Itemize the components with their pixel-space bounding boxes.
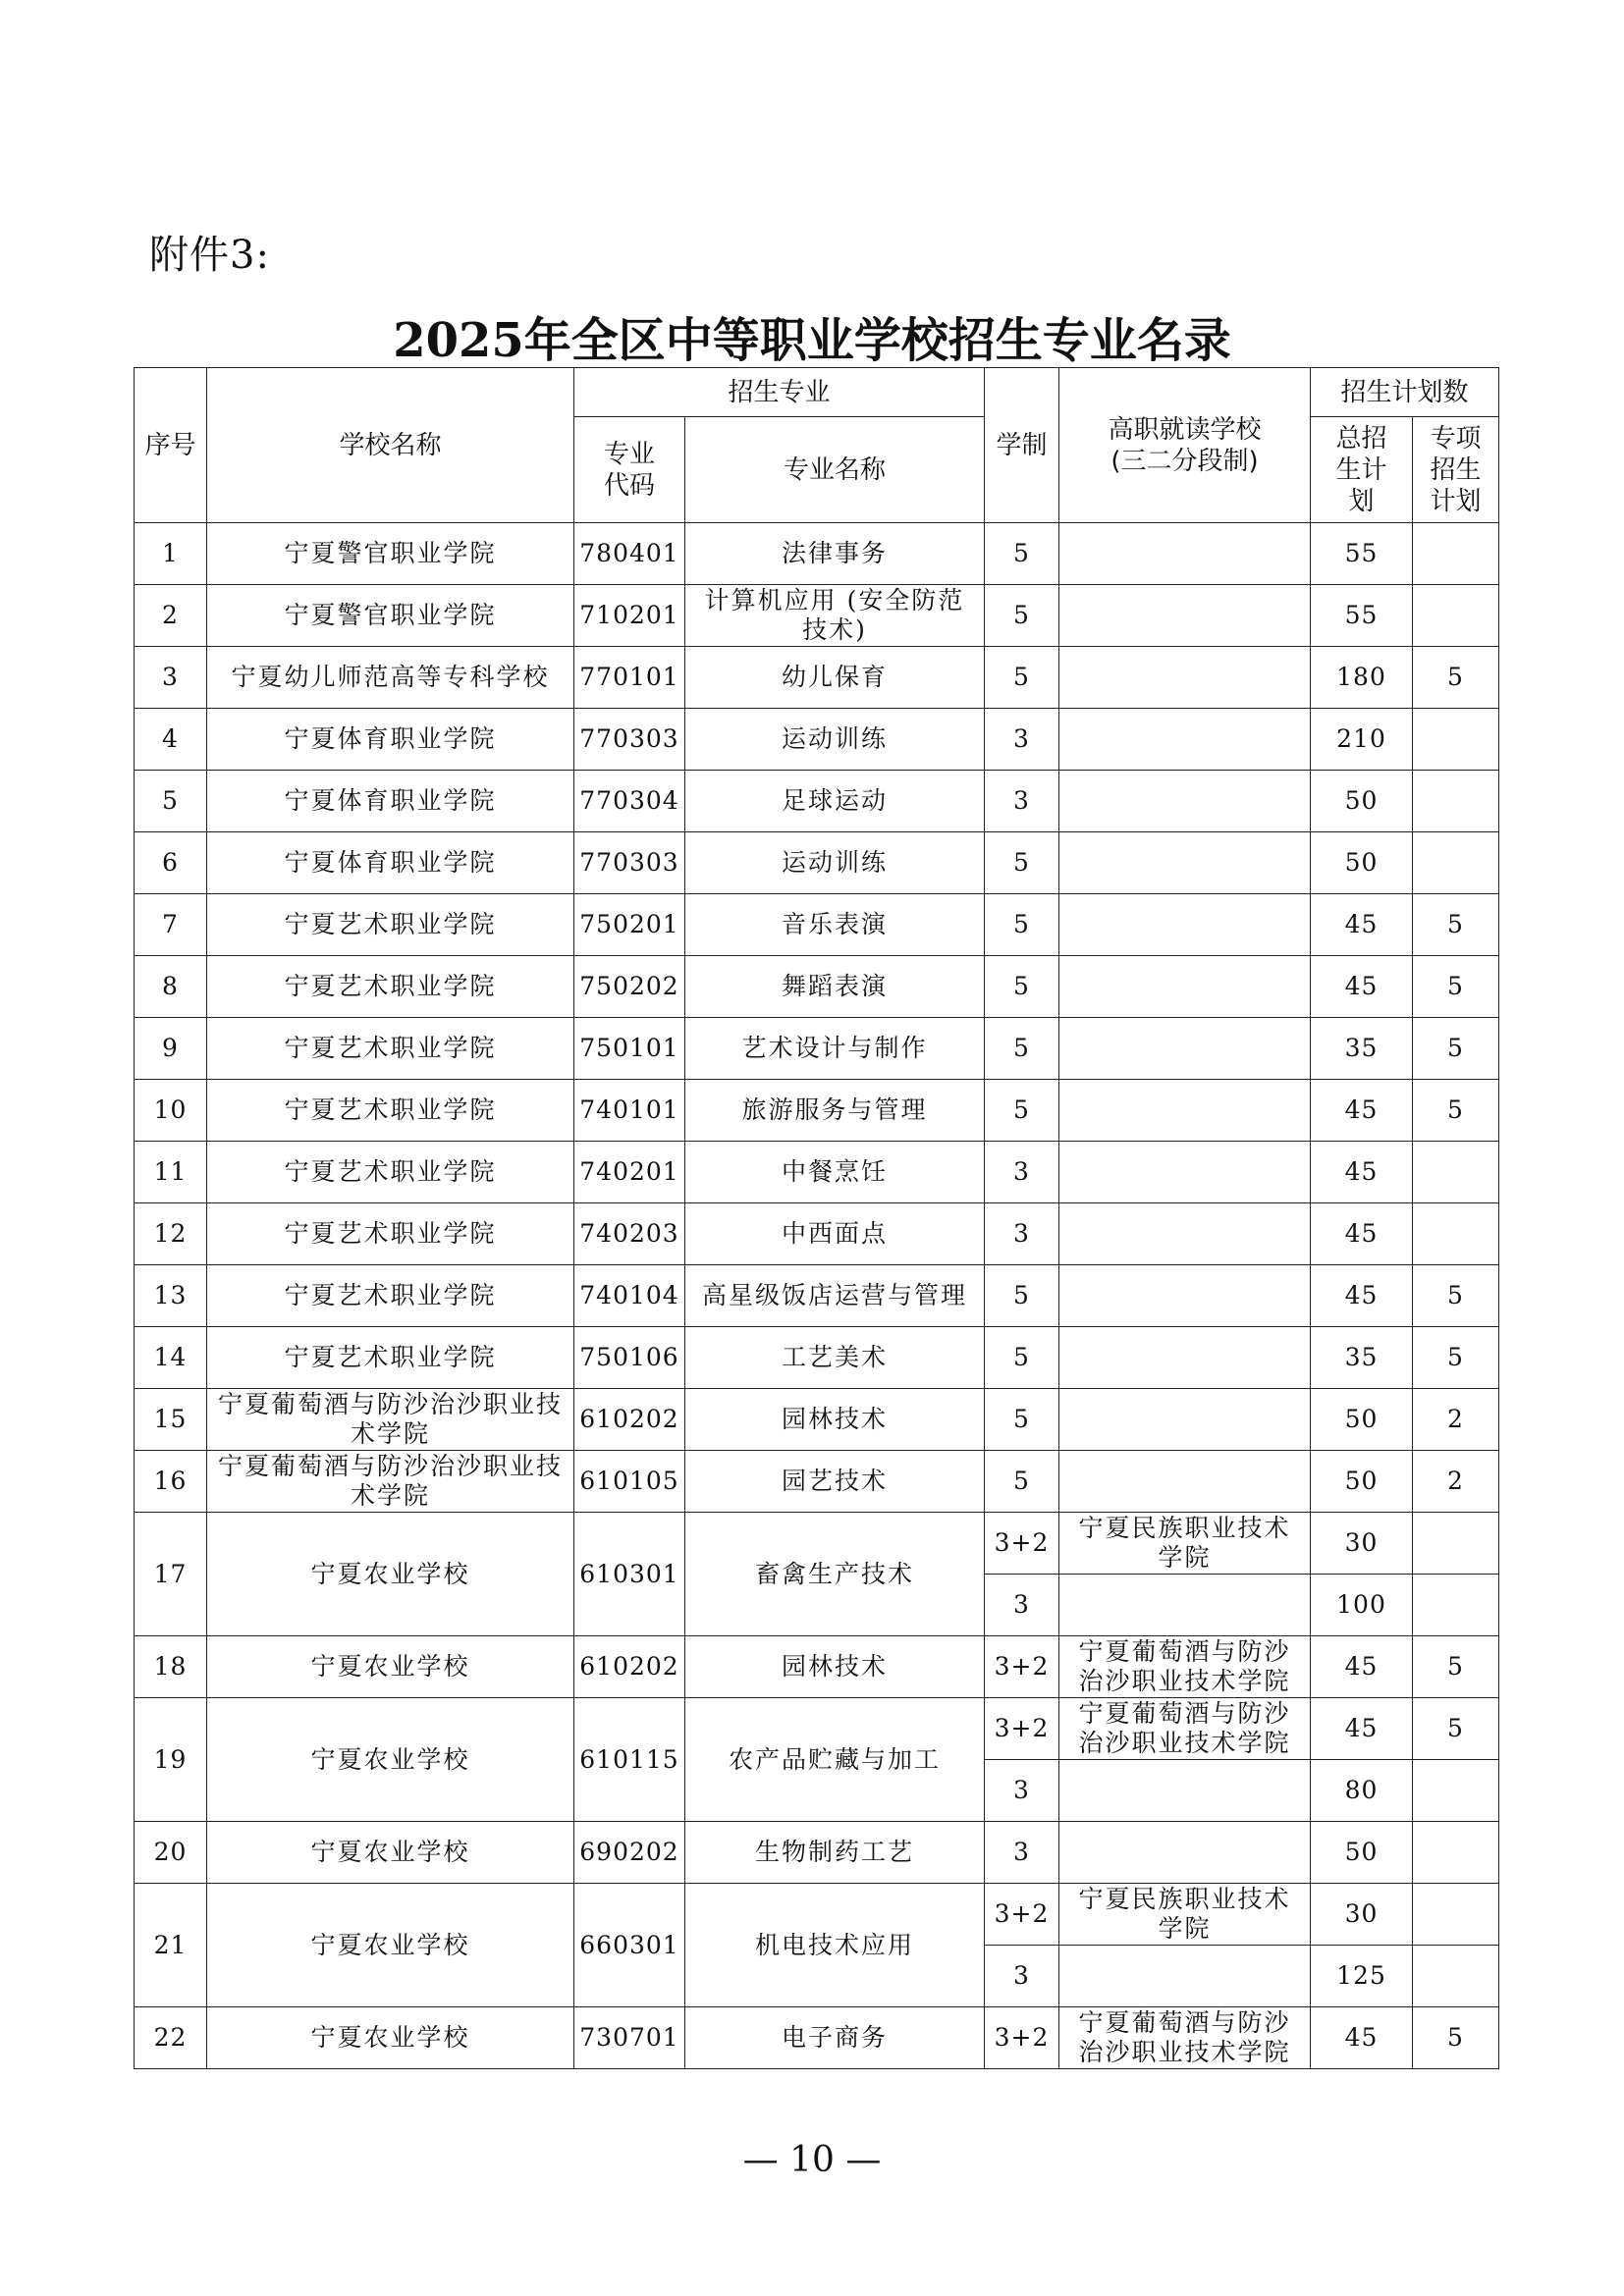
duration: 3 — [985, 1203, 1059, 1265]
total-plan: 45 — [1311, 2007, 1413, 2069]
major-name: 农产品贮藏与加工 — [685, 1698, 985, 1822]
duration: 5 — [985, 894, 1059, 956]
page-number: — 10 — — [742, 2140, 882, 2180]
school-name: 宁夏艺术职业学院 — [207, 1327, 574, 1389]
duration: 3+2 — [985, 1513, 1059, 1575]
total-plan: 50 — [1311, 1389, 1413, 1451]
row-number: 19 — [135, 1698, 207, 1822]
major-code: 610202 — [574, 1389, 685, 1451]
header-seq: 序号 — [135, 368, 207, 523]
special-plan: 5 — [1413, 647, 1499, 709]
duration: 5 — [985, 647, 1059, 709]
duration: 5 — [985, 1327, 1059, 1389]
major-code: 740201 — [574, 1142, 685, 1203]
major-code: 770101 — [574, 647, 685, 709]
higher-school — [1059, 956, 1311, 1018]
special-plan: 5 — [1413, 1265, 1499, 1327]
header-plan-group: 招生计划数 — [1311, 368, 1499, 417]
higher-school — [1059, 1327, 1311, 1389]
duration: 3 — [985, 709, 1059, 771]
school-name: 宁夏艺术职业学院 — [207, 1265, 574, 1327]
school-name: 宁夏农业学校 — [207, 1636, 574, 1698]
enrollment-table — [134, 367, 1499, 2069]
total-plan: 30 — [1311, 1884, 1413, 1946]
duration: 5 — [985, 1389, 1059, 1451]
table-row — [135, 956, 1499, 1018]
duration: 5 — [985, 523, 1059, 585]
special-plan — [1413, 585, 1499, 647]
row-number: 7 — [135, 894, 207, 956]
table-row — [135, 709, 1499, 771]
special-plan: 5 — [1413, 1080, 1499, 1142]
table-row — [135, 1451, 1499, 1513]
row-number: 15 — [135, 1389, 207, 1451]
major-name: 足球运动 — [685, 771, 985, 832]
major-name: 园艺技术 — [685, 1451, 985, 1513]
duration: 3 — [985, 1822, 1059, 1884]
special-plan — [1413, 709, 1499, 771]
row-number: 8 — [135, 956, 207, 1018]
school-name: 宁夏体育职业学院 — [207, 832, 574, 894]
special-plan — [1413, 1575, 1499, 1636]
total-plan: 210 — [1311, 709, 1413, 771]
table-row — [135, 2007, 1499, 2069]
attachment-label: 附件3: — [149, 233, 270, 278]
total-plan: 50 — [1311, 832, 1413, 894]
major-code: 730701 — [574, 2007, 685, 2069]
duration: 3 — [985, 1142, 1059, 1203]
table-row — [135, 1203, 1499, 1265]
major-name: 计算机应用 (安全防范技术) — [685, 585, 985, 647]
school-name: 宁夏农业学校 — [207, 1884, 574, 2007]
special-plan: 5 — [1413, 1636, 1499, 1698]
special-plan — [1413, 523, 1499, 585]
special-plan — [1413, 1884, 1499, 1946]
major-name: 旅游服务与管理 — [685, 1080, 985, 1142]
special-plan: 5 — [1413, 956, 1499, 1018]
special-plan: 5 — [1413, 2007, 1499, 2069]
major-code: 780401 — [574, 523, 685, 585]
table-body — [135, 523, 1499, 2069]
higher-school: 宁夏民族职业技术学院 — [1059, 1884, 1311, 1946]
major-code: 750101 — [574, 1018, 685, 1080]
higher-school — [1059, 1142, 1311, 1203]
row-number: 6 — [135, 832, 207, 894]
total-plan: 45 — [1311, 1080, 1413, 1142]
special-plan — [1413, 1203, 1499, 1265]
table-row — [135, 1822, 1499, 1884]
table-row — [135, 1389, 1499, 1451]
header-duration: 学制 — [985, 368, 1059, 523]
higher-school: 宁夏民族职业技术学院 — [1059, 1513, 1311, 1575]
row-number: 4 — [135, 709, 207, 771]
header-total-plan: 总招生计划 — [1311, 417, 1413, 523]
duration: 5 — [985, 832, 1059, 894]
major-code: 710201 — [574, 585, 685, 647]
row-number: 12 — [135, 1203, 207, 1265]
total-plan: 45 — [1311, 1698, 1413, 1760]
major-code: 750106 — [574, 1327, 685, 1389]
special-plan — [1413, 832, 1499, 894]
special-plan — [1413, 1513, 1499, 1575]
row-number: 20 — [135, 1822, 207, 1884]
higher-school — [1059, 1080, 1311, 1142]
school-name: 宁夏体育职业学院 — [207, 771, 574, 832]
header-major-group: 招生专业 — [574, 368, 985, 417]
row-number: 2 — [135, 585, 207, 647]
table-row — [135, 894, 1499, 956]
major-name: 园林技术 — [685, 1636, 985, 1698]
row-number: 5 — [135, 771, 207, 832]
row-number: 9 — [135, 1018, 207, 1080]
total-plan: 45 — [1311, 1203, 1413, 1265]
special-plan: 2 — [1413, 1389, 1499, 1451]
higher-school — [1059, 709, 1311, 771]
table-row — [135, 1142, 1499, 1203]
major-code: 750201 — [574, 894, 685, 956]
table-row — [135, 1636, 1499, 1698]
special-plan: 5 — [1413, 1698, 1499, 1760]
row-number: 22 — [135, 2007, 207, 2069]
school-name: 宁夏警官职业学院 — [207, 523, 574, 585]
duration: 5 — [985, 585, 1059, 647]
higher-school — [1059, 1760, 1311, 1822]
major-code: 770304 — [574, 771, 685, 832]
header-school: 学校名称 — [207, 368, 574, 523]
total-plan: 35 — [1311, 1327, 1413, 1389]
school-name: 宁夏体育职业学院 — [207, 709, 574, 771]
total-plan: 180 — [1311, 647, 1413, 709]
total-plan: 45 — [1311, 1636, 1413, 1698]
row-number: 13 — [135, 1265, 207, 1327]
table-row — [135, 585, 1499, 647]
total-plan: 80 — [1311, 1760, 1413, 1822]
table-row — [135, 1265, 1499, 1327]
table-row — [135, 1513, 1499, 1575]
total-plan: 45 — [1311, 1142, 1413, 1203]
school-name: 宁夏农业学校 — [207, 2007, 574, 2069]
total-plan: 50 — [1311, 1822, 1413, 1884]
major-code: 740203 — [574, 1203, 685, 1265]
special-plan: 5 — [1413, 894, 1499, 956]
major-name: 运动训练 — [685, 832, 985, 894]
major-name: 生物制药工艺 — [685, 1822, 985, 1884]
total-plan: 45 — [1311, 1265, 1413, 1327]
major-code: 770303 — [574, 832, 685, 894]
total-plan: 35 — [1311, 1018, 1413, 1080]
row-number: 1 — [135, 523, 207, 585]
table-row — [135, 832, 1499, 894]
duration: 3+2 — [985, 1636, 1059, 1698]
row-number: 18 — [135, 1636, 207, 1698]
higher-school — [1059, 1203, 1311, 1265]
higher-school — [1059, 832, 1311, 894]
table-row — [135, 1884, 1499, 1946]
higher-school — [1059, 523, 1311, 585]
school-name: 宁夏农业学校 — [207, 1822, 574, 1884]
school-name: 宁夏艺术职业学院 — [207, 1018, 574, 1080]
special-plan — [1413, 1822, 1499, 1884]
row-number: 14 — [135, 1327, 207, 1389]
table-row — [135, 523, 1499, 585]
major-code: 740104 — [574, 1265, 685, 1327]
header-major-name: 专业名称 — [685, 417, 985, 523]
major-code: 740101 — [574, 1080, 685, 1142]
special-plan — [1413, 1946, 1499, 2007]
table-row — [135, 771, 1499, 832]
higher-school — [1059, 585, 1311, 647]
duration: 5 — [985, 956, 1059, 1018]
school-name: 宁夏艺术职业学院 — [207, 1142, 574, 1203]
higher-school — [1059, 1946, 1311, 2007]
higher-school: 宁夏葡萄酒与防沙治沙职业技术学院 — [1059, 1636, 1311, 1698]
row-number: 10 — [135, 1080, 207, 1142]
major-name: 园林技术 — [685, 1389, 985, 1451]
major-name: 畜禽生产技术 — [685, 1513, 985, 1636]
duration: 3+2 — [985, 1884, 1059, 1946]
school-name: 宁夏艺术职业学院 — [207, 894, 574, 956]
major-name: 音乐表演 — [685, 894, 985, 956]
document-title: 2025年全区中等职业学校招生专业名录 — [393, 313, 1231, 368]
duration: 3+2 — [985, 2007, 1059, 2069]
table-row — [135, 1327, 1499, 1389]
special-plan — [1413, 1760, 1499, 1822]
school-name: 宁夏农业学校 — [207, 1698, 574, 1822]
higher-school — [1059, 647, 1311, 709]
school-name: 宁夏葡萄酒与防沙治沙职业技术学院 — [207, 1389, 574, 1451]
major-code: 690202 — [574, 1822, 685, 1884]
school-name: 宁夏艺术职业学院 — [207, 956, 574, 1018]
higher-school — [1059, 1389, 1311, 1451]
duration: 3 — [985, 771, 1059, 832]
major-name: 法律事务 — [685, 523, 985, 585]
major-code: 610202 — [574, 1636, 685, 1698]
higher-school — [1059, 1451, 1311, 1513]
major-name: 艺术设计与制作 — [685, 1018, 985, 1080]
school-name: 宁夏农业学校 — [207, 1513, 574, 1636]
school-name: 宁夏艺术职业学院 — [207, 1080, 574, 1142]
higher-school — [1059, 1265, 1311, 1327]
major-name: 运动训练 — [685, 709, 985, 771]
total-plan: 55 — [1311, 523, 1413, 585]
major-name: 工艺美术 — [685, 1327, 985, 1389]
row-number: 17 — [135, 1513, 207, 1636]
higher-school — [1059, 1575, 1311, 1636]
major-name: 机电技术应用 — [685, 1884, 985, 2007]
duration: 5 — [985, 1018, 1059, 1080]
major-code: 750202 — [574, 956, 685, 1018]
row-number: 11 — [135, 1142, 207, 1203]
major-name: 中西面点 — [685, 1203, 985, 1265]
higher-school — [1059, 894, 1311, 956]
header-higher-school: 高职就读学校(三二分段制) — [1059, 368, 1311, 523]
header-special-plan: 专项招生计划 — [1413, 417, 1499, 523]
table-row — [135, 1698, 1499, 1760]
higher-school — [1059, 1822, 1311, 1884]
table-row — [135, 1080, 1499, 1142]
special-plan: 2 — [1413, 1451, 1499, 1513]
total-plan: 125 — [1311, 1946, 1413, 2007]
duration: 3 — [985, 1760, 1059, 1822]
major-name: 电子商务 — [685, 2007, 985, 2069]
row-number: 3 — [135, 647, 207, 709]
enrollment-table-container — [134, 367, 1499, 2069]
school-name: 宁夏警官职业学院 — [207, 585, 574, 647]
major-code: 610301 — [574, 1513, 685, 1636]
major-code: 610105 — [574, 1451, 685, 1513]
duration: 5 — [985, 1080, 1059, 1142]
table-row — [135, 647, 1499, 709]
duration: 5 — [985, 1451, 1059, 1513]
total-plan: 55 — [1311, 585, 1413, 647]
header-code: 专业代码 — [574, 417, 685, 523]
higher-school: 宁夏葡萄酒与防沙治沙职业技术学院 — [1059, 1698, 1311, 1760]
total-plan: 50 — [1311, 771, 1413, 832]
duration: 5 — [985, 1265, 1059, 1327]
major-name: 舞蹈表演 — [685, 956, 985, 1018]
school-name: 宁夏幼儿师范高等专科学校 — [207, 647, 574, 709]
major-name: 高星级饭店运营与管理 — [685, 1265, 985, 1327]
major-name: 中餐烹饪 — [685, 1142, 985, 1203]
special-plan — [1413, 1142, 1499, 1203]
higher-school — [1059, 771, 1311, 832]
duration: 3+2 — [985, 1698, 1059, 1760]
total-plan: 100 — [1311, 1575, 1413, 1636]
duration: 3 — [985, 1946, 1059, 2007]
total-plan: 45 — [1311, 956, 1413, 1018]
special-plan: 5 — [1413, 1327, 1499, 1389]
higher-school: 宁夏葡萄酒与防沙治沙职业技术学院 — [1059, 2007, 1311, 2069]
row-number: 16 — [135, 1451, 207, 1513]
higher-school — [1059, 1018, 1311, 1080]
major-code: 770303 — [574, 709, 685, 771]
duration: 3 — [985, 1575, 1059, 1636]
table-row — [135, 1018, 1499, 1080]
major-code: 610115 — [574, 1698, 685, 1822]
school-name: 宁夏葡萄酒与防沙治沙职业技术学院 — [207, 1451, 574, 1513]
total-plan: 50 — [1311, 1451, 1413, 1513]
major-name: 幼儿保育 — [685, 647, 985, 709]
special-plan — [1413, 771, 1499, 832]
total-plan: 30 — [1311, 1513, 1413, 1575]
row-number: 21 — [135, 1884, 207, 2007]
school-name: 宁夏艺术职业学院 — [207, 1203, 574, 1265]
major-code: 660301 — [574, 1884, 685, 2007]
special-plan: 5 — [1413, 1018, 1499, 1080]
total-plan: 45 — [1311, 894, 1413, 956]
